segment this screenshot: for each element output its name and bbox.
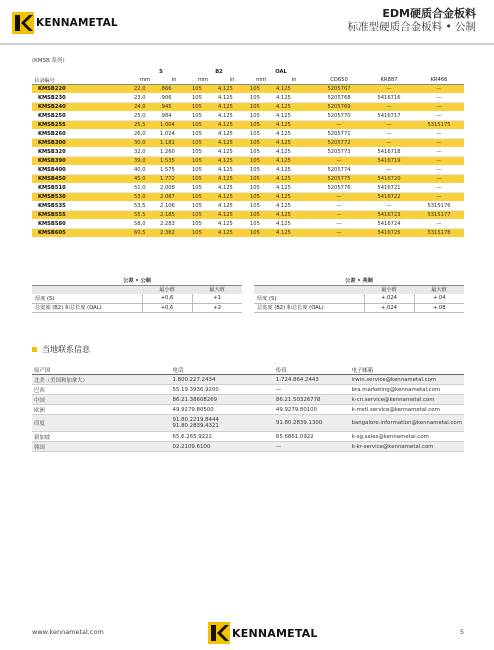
catalog-number: KMSB250 [32, 112, 132, 121]
cell-s-mm: 25,5 [132, 121, 158, 130]
col-phone: 电话 [171, 365, 274, 375]
cell-oal-in: 4.125 [274, 220, 314, 229]
cell-kr887: 5416717 [364, 112, 414, 121]
cell-kr887: — [364, 130, 414, 139]
cell-b2-mm: 105 [190, 157, 216, 166]
header-divider [0, 43, 494, 45]
cell-cd650: — [314, 121, 364, 130]
cell-oal-in: 4.125 [274, 229, 314, 238]
cell-oal-in: 4.125 [274, 166, 314, 175]
cell-b2-mm: 105 [190, 103, 216, 112]
cell-s-mm: 25,0 [132, 112, 158, 121]
contact-phone: 02.2109.6100 [171, 442, 274, 452]
cell-b2-in: 4.125 [216, 130, 248, 139]
header-title [348, 7, 476, 35]
cell-s-in: 1.024 [158, 130, 190, 139]
cell-s-in: 1.772 [158, 175, 190, 184]
page-header [0, 0, 494, 44]
cell-cd650: 5205776 [314, 184, 364, 193]
cell-oal-in: 4.125 [274, 193, 314, 202]
brand-logo [12, 12, 118, 34]
group-header-s: S [159, 69, 163, 75]
cell-b2-mm: 105 [190, 193, 216, 202]
cell-b2-mm: 105 [190, 166, 216, 175]
catalog-number: KMSB400 [32, 166, 132, 175]
cell-oal-in: 4.125 [274, 112, 314, 121]
catalog-number: KMSB580 [32, 220, 132, 229]
cell-s-mm: 55,5 [132, 211, 158, 220]
cell-b2-mm: 105 [190, 229, 216, 238]
cell-oal-in: 4.125 [274, 121, 314, 130]
column-header: CD650 [314, 76, 364, 85]
cell-oal-in: 4.125 [274, 139, 314, 148]
cell-kr887: 5416721 [364, 184, 414, 193]
cell-oal-mm: 105 [248, 121, 274, 130]
column-header: in [158, 76, 190, 85]
cell-b2-mm: 105 [190, 139, 216, 148]
col-country: 原产国 [32, 365, 171, 375]
table-row [32, 94, 464, 103]
cell-s-in: 2.283 [158, 220, 190, 229]
cell-cd650: — [314, 202, 364, 211]
table-row [32, 405, 464, 415]
cell-s-mm: 60,5 [132, 229, 158, 238]
cell-kr466: — [414, 157, 464, 166]
specs-table [32, 68, 464, 238]
col-max: 最大值 [414, 285, 464, 294]
cell-oal-mm: 105 [248, 229, 274, 238]
catalog-number: KMSB535 [32, 202, 132, 211]
table-row [32, 442, 464, 452]
table-row [32, 166, 464, 175]
column-header: mm [132, 76, 158, 85]
table-row [32, 121, 464, 130]
cell-kr466: — [414, 85, 464, 94]
group-header-b2: B2 [215, 69, 223, 75]
cell-s-mm: 58,0 [132, 220, 158, 229]
table-row [254, 294, 464, 303]
cell-oal-mm: 105 [248, 85, 274, 94]
catalog-number: KMSB530 [32, 193, 132, 202]
table-row [32, 184, 464, 193]
cell-oal-mm: 105 [248, 202, 274, 211]
cell-kr466: — [414, 220, 464, 229]
cell-s-mm: 53,5 [132, 202, 158, 211]
cell-b2-in: 4.125 [216, 202, 248, 211]
cell-kr887: 5416722 [364, 193, 414, 202]
catalog-number: KMSB450 [32, 175, 132, 184]
column-header: mm [248, 76, 274, 85]
col-max: 最大值 [192, 285, 242, 294]
cell-b2-in: 4.125 [216, 85, 248, 94]
cell-cd650: — [314, 220, 364, 229]
tolerance-inch-table [254, 276, 464, 313]
cell-s-in: .906 [158, 94, 190, 103]
cell-oal-mm: 105 [248, 130, 274, 139]
cell-cd650: — [314, 229, 364, 238]
column-header: in [216, 76, 248, 85]
table-row [32, 130, 464, 139]
cell-kr466: — [414, 103, 464, 112]
cell-b2-in: 4.125 [216, 121, 248, 130]
contact-country: 欧洲 [32, 405, 171, 415]
tol-min: +.024 [364, 303, 414, 313]
catalog-number: KMSB320 [32, 148, 132, 157]
cell-b2-mm: 105 [190, 85, 216, 94]
cell-s-in: 1.575 [158, 166, 190, 175]
table-row [32, 139, 464, 148]
catalog-number: KMSB230 [32, 94, 132, 103]
cell-kr887: — [364, 121, 414, 130]
cell-s-in: .984 [158, 112, 190, 121]
cell-cd650: 5205772 [314, 139, 364, 148]
cell-b2-mm: 105 [190, 220, 216, 229]
cell-oal-mm: 105 [248, 139, 274, 148]
tol-max: +.08 [414, 303, 464, 313]
col-fax: 传真 [274, 365, 350, 375]
cell-s-mm: 32,0 [132, 148, 158, 157]
contact-country: 韩国 [32, 442, 171, 452]
cell-oal-in: 4.125 [274, 157, 314, 166]
cell-cd650: 5205769 [314, 103, 364, 112]
cell-oal-in: 4.125 [274, 211, 314, 220]
col-min: 最小值 [142, 285, 192, 294]
cell-kr887: — [364, 166, 414, 175]
cell-cd650: — [314, 193, 364, 202]
contact-email[interactable]: k-mstl.service@kennametal.com [350, 405, 464, 415]
cell-s-in: 1.181 [158, 139, 190, 148]
table-row [32, 395, 464, 405]
contact-phone: 65.6.265.9222 [171, 432, 274, 442]
contacts-table [32, 365, 464, 452]
cell-oal-in: 4.125 [274, 103, 314, 112]
table-row [32, 385, 464, 395]
section-title: 当地联系信息 [42, 345, 90, 354]
table-row [254, 303, 464, 313]
cell-kr887: — [364, 202, 414, 211]
contact-email[interactable]: irwin.service@kennametal.com [350, 375, 464, 385]
cell-s-in: 2.087 [158, 193, 190, 202]
footer-logo [208, 622, 318, 644]
contact-country: 北美（美国和加拿大） [32, 375, 171, 385]
contact-phone: 91.80.2219.8444 91.80.2839.4321 [171, 415, 274, 432]
cell-oal-in: 4.125 [274, 130, 314, 139]
title-line-1: EDM硬质合金板料 [382, 7, 476, 20]
table-row [32, 220, 464, 229]
cell-kr887: 5416720 [364, 175, 414, 184]
cell-b2-mm: 105 [190, 94, 216, 103]
contact-fax: 49.9279.80100 [274, 405, 350, 415]
series-caption: (KMSB 系列) [32, 58, 65, 64]
cell-oal-mm: 105 [248, 166, 274, 175]
contact-country: 印度 [32, 415, 171, 432]
cell-b2-in: 4.125 [216, 94, 248, 103]
tol-min: +0,6 [142, 294, 192, 303]
cell-kr466: 5315175 [414, 121, 464, 130]
contact-phone: 49.9279.80500 [171, 405, 274, 415]
tol-max: +.04 [414, 294, 464, 303]
cell-oal-mm: 105 [248, 175, 274, 184]
contact-phone: 86.21.38608269 [171, 395, 274, 405]
column-header: in [274, 76, 314, 85]
tol-label: 厚度 (S) [254, 294, 364, 303]
table-row [32, 112, 464, 121]
cell-kr466: — [414, 166, 464, 175]
cell-oal-mm: 105 [248, 220, 274, 229]
cell-s-in: 2.106 [158, 202, 190, 211]
cell-s-mm: 22,0 [132, 85, 158, 94]
contact-email[interactable]: bangalore.information@kennametal.com [350, 415, 464, 432]
cell-kr887: — [364, 139, 414, 148]
contact-fax: 91.80.2839.1300 [274, 415, 350, 432]
cell-s-mm: 39,0 [132, 157, 158, 166]
cell-kr466: — [414, 112, 464, 121]
cell-oal-in: 4.125 [274, 85, 314, 94]
cell-s-mm: 53,0 [132, 193, 158, 202]
contact-country: 巴西 [32, 385, 171, 395]
page-number: 5 [459, 628, 464, 636]
cell-s-mm: 26,0 [132, 130, 158, 139]
cell-cd650: 5205770 [314, 112, 364, 121]
cell-b2-in: 4.125 [216, 220, 248, 229]
cell-b2-mm: 105 [190, 130, 216, 139]
tol-min: +0,6 [142, 303, 192, 313]
contact-fax: 65.6861.0922 [274, 432, 350, 442]
cell-kr887: 5416723 [364, 211, 414, 220]
tolerance-inch-caption: 公差 • 英制 [254, 276, 464, 285]
cell-b2-in: 4.125 [216, 211, 248, 220]
cell-b2-in: 4.125 [216, 103, 248, 112]
cell-b2-mm: 105 [190, 175, 216, 184]
footer-url[interactable]: www.kennametal.com [32, 628, 104, 636]
table-row [32, 85, 464, 94]
tolerance-metric-table [32, 276, 242, 313]
contact-country: 中国 [32, 395, 171, 405]
table-row [32, 432, 464, 442]
cell-s-in: 1.260 [158, 148, 190, 157]
cell-s-in: 1.004 [158, 121, 190, 130]
table-row [32, 103, 464, 112]
cell-oal-mm: 105 [248, 184, 274, 193]
contact-email[interactable]: k-kr-service@kennametal.com [350, 442, 464, 452]
cell-s-in: 1.535 [158, 157, 190, 166]
brand-name: KENNAMETAL [36, 17, 118, 29]
tol-min: +.024 [364, 294, 414, 303]
tol-max: +1 [192, 294, 242, 303]
contact-country: 新加坡 [32, 432, 171, 442]
cell-b2-in: 4.125 [216, 157, 248, 166]
cell-oal-mm: 105 [248, 211, 274, 220]
catalog-number: KMSB390 [32, 157, 132, 166]
square-bullet-icon [32, 347, 37, 352]
catalog-number: KMSB220 [32, 85, 132, 94]
cell-kr466: — [414, 184, 464, 193]
contact-fax: 86.21.50326778 [274, 395, 350, 405]
table-row [32, 211, 464, 220]
kennametal-k-icon [12, 12, 34, 34]
section-heading [32, 344, 90, 355]
catalog-number: KMSB605 [32, 229, 132, 238]
cell-oal-mm: 105 [248, 94, 274, 103]
footer-brand-name: KENNAMETAL [232, 626, 318, 640]
table-row [32, 303, 242, 313]
tolerance-metric-caption: 公差 • 公制 [32, 276, 242, 285]
contact-fax: — [274, 385, 350, 395]
cell-b2-in: 4.125 [216, 193, 248, 202]
cell-s-in: 2.382 [158, 229, 190, 238]
cell-s-mm: 24,0 [132, 103, 158, 112]
cell-cd650: — [314, 157, 364, 166]
cell-oal-in: 4.125 [274, 175, 314, 184]
cell-b2-in: 4.125 [216, 166, 248, 175]
group-header-oal: OAL [275, 69, 287, 75]
cell-oal-mm: 105 [248, 157, 274, 166]
cell-oal-mm: 105 [248, 148, 274, 157]
cell-kr887: 5416725 [364, 229, 414, 238]
cell-kr466: — [414, 94, 464, 103]
cell-b2-in: 4.125 [216, 229, 248, 238]
cell-b2-mm: 105 [190, 148, 216, 157]
cell-cd650: — [314, 211, 364, 220]
catalog-number: KMSB255 [32, 121, 132, 130]
cell-kr887: 5416718 [364, 148, 414, 157]
cell-kr466: — [414, 148, 464, 157]
tol-label: 总宽度 (B2) 和总长度 (OAL) [254, 303, 364, 313]
table-row [32, 375, 464, 385]
table-row [32, 175, 464, 184]
table-row [32, 229, 464, 238]
tol-label: 总宽度 (B2) 和总长度 (OAL) [32, 303, 142, 313]
column-header: KR466 [414, 76, 464, 85]
table-row [32, 294, 242, 303]
cell-kr466: — [414, 139, 464, 148]
cell-cd650: 5205768 [314, 94, 364, 103]
cell-b2-mm: 105 [190, 121, 216, 130]
table-row [32, 202, 464, 211]
table-row [32, 193, 464, 202]
kennametal-k-icon [208, 622, 230, 644]
cell-cd650: 5205774 [314, 166, 364, 175]
cell-b2-mm: 105 [190, 211, 216, 220]
col-min: 最小值 [364, 285, 414, 294]
cell-kr887: 5416724 [364, 220, 414, 229]
column-header: KR887 [364, 76, 414, 85]
column-header: 目录编号 [32, 76, 132, 85]
contact-email[interactable]: k-sg.sales@kennametal.com [350, 432, 464, 442]
cell-b2-in: 4.125 [216, 184, 248, 193]
cell-s-mm: 51,0 [132, 184, 158, 193]
cell-cd650: 5205767 [314, 85, 364, 94]
cell-kr887: — [364, 103, 414, 112]
cell-oal-in: 4.125 [274, 184, 314, 193]
cell-oal-in: 4.125 [274, 202, 314, 211]
cell-cd650: 5205775 [314, 175, 364, 184]
cell-kr466: — [414, 130, 464, 139]
cell-cd650: 5205773 [314, 148, 364, 157]
cell-kr887: 5416719 [364, 157, 414, 166]
cell-b2-mm: 105 [190, 202, 216, 211]
cell-b2-mm: 105 [190, 112, 216, 121]
cell-s-mm: 45,0 [132, 175, 158, 184]
cell-oal-mm: 105 [248, 103, 274, 112]
cell-oal-in: 4.125 [274, 94, 314, 103]
cell-kr466: 5315178 [414, 229, 464, 238]
cell-kr887: 5416716 [364, 94, 414, 103]
table-row [32, 148, 464, 157]
title-line-2: 标准型硬质合金板料 • 公制 [347, 21, 476, 33]
cell-s-mm: 40,0 [132, 166, 158, 175]
catalog-number: KMSB555 [32, 211, 132, 220]
cell-kr887: — [364, 85, 414, 94]
catalog-number: KMSB240 [32, 103, 132, 112]
cell-kr466: 5315176 [414, 202, 464, 211]
cell-b2-in: 4.125 [216, 139, 248, 148]
cell-s-in: 2.185 [158, 211, 190, 220]
cell-kr466: 5315177 [414, 211, 464, 220]
tol-label: 厚度 (S) [32, 294, 142, 303]
cell-b2-in: 4.125 [216, 148, 248, 157]
contact-email[interactable]: bra.marketing@kennametal.com [350, 385, 464, 395]
cell-s-in: 2.008 [158, 184, 190, 193]
cell-s-mm: 23,0 [132, 94, 158, 103]
contact-email[interactable]: k-cn.service@kennametal.com [350, 395, 464, 405]
contact-fax: — [274, 442, 350, 452]
cell-b2-in: 4.125 [216, 112, 248, 121]
contact-fax: 1.724.864.2443 [274, 375, 350, 385]
table-row [32, 415, 464, 432]
cell-kr466: — [414, 175, 464, 184]
table-row [32, 157, 464, 166]
contact-phone: 55.19.3936.9200 [171, 385, 274, 395]
cell-b2-in: 4.125 [216, 175, 248, 184]
catalog-number: KMSB510 [32, 184, 132, 193]
cell-s-in: .945 [158, 103, 190, 112]
catalog-number: KMSB260 [32, 130, 132, 139]
col-email: 电子邮箱 [350, 365, 464, 375]
cell-oal-mm: 105 [248, 112, 274, 121]
tol-max: +2 [192, 303, 242, 313]
column-header: mm [190, 76, 216, 85]
cell-s-in: .866 [158, 85, 190, 94]
cell-oal-in: 4.125 [274, 148, 314, 157]
cell-s-mm: 30,0 [132, 139, 158, 148]
cell-kr466: — [414, 193, 464, 202]
catalog-number: KMSB300 [32, 139, 132, 148]
cell-b2-mm: 105 [190, 184, 216, 193]
cell-oal-mm: 105 [248, 193, 274, 202]
cell-cd650: 5205771 [314, 130, 364, 139]
contact-phone: 1.800.227.2434 [171, 375, 274, 385]
